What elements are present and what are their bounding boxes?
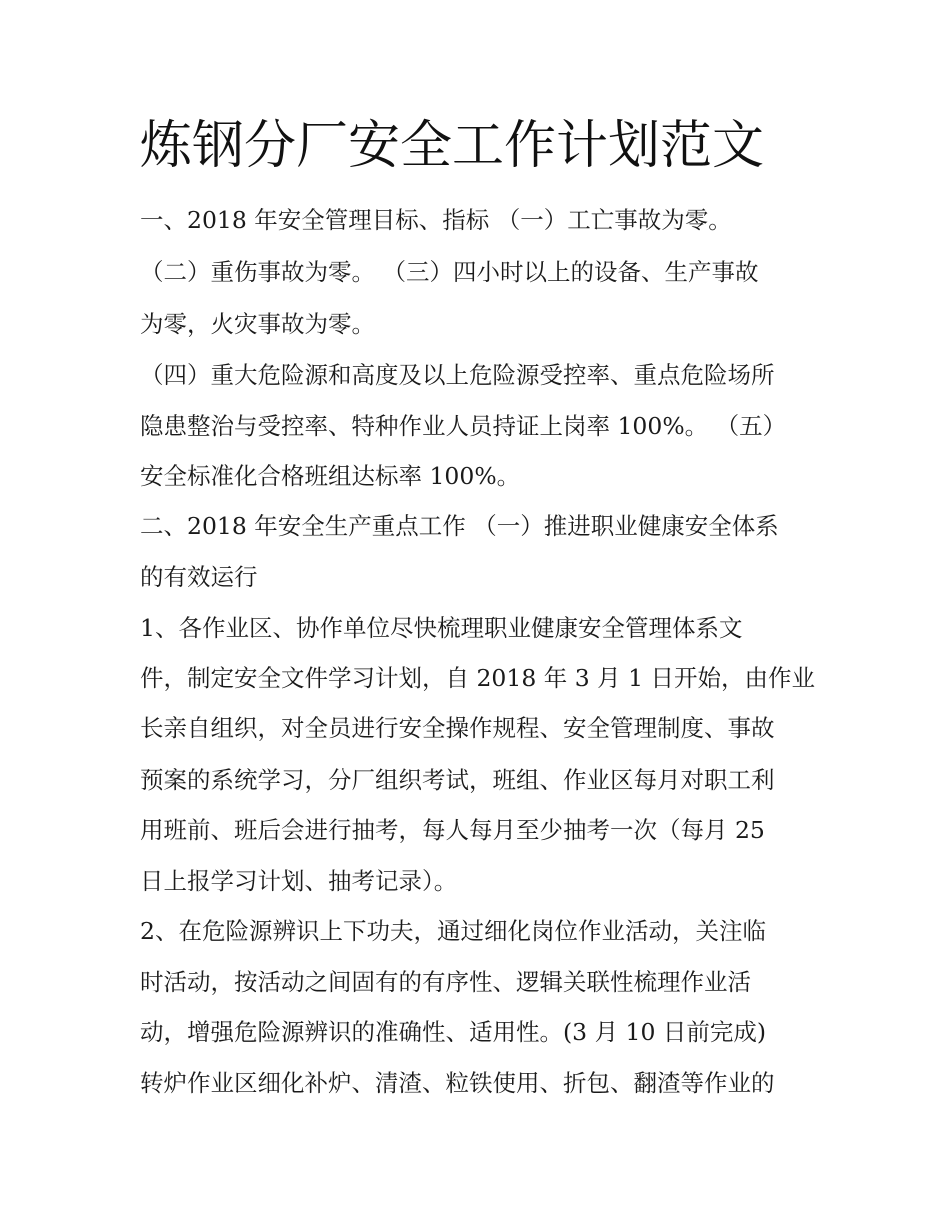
- paragraph-line: 的有效运行: [140, 563, 258, 591]
- paragraph-line: （二）重伤事故为零。 （三）四小时以上的设备、生产事故: [140, 258, 759, 286]
- paragraph-line: （四）重大危险源和高度及以上危险源受控率、重点危险场所: [140, 361, 775, 389]
- paragraph-line: 用班前、班后会进行抽考，每人每月至少抽考一次（每月 25: [140, 816, 765, 844]
- paragraph-line: 时活动，按活动之间固有的有序性、逻辑关联性梳理作业活: [140, 968, 751, 996]
- paragraph-line: 日上报学习计划、抽考记录）。: [140, 867, 458, 895]
- paragraph-line: 为零，火灾事故为零。: [140, 310, 375, 338]
- paragraph-line: 隐患整治与受控率、特种作业人员持证上岗率 100%。 （五）: [140, 412, 787, 440]
- paragraph-line: 件，制定安全文件学习计划，自 2018 年 3 月 1 日开始，由作业: [140, 664, 816, 692]
- paragraph-line: 2、在危险源辨识上下功夫，通过细化岗位作业活动，关注临: [140, 917, 766, 945]
- paragraph-line: 一、2018 年安全管理目标、指标 （一）工亡事故为零。: [140, 206, 732, 234]
- paragraph-line: 动，增强危险源辨识的准确性、适用性。(3 月 10 日前完成): [140, 1018, 767, 1046]
- paragraph-line: 1、各作业区、协作单位尽快梳理职业健康安全管理体系文: [140, 614, 743, 642]
- paragraph-line: 长亲自组织，对全员进行安全操作规程、安全管理制度、事故: [140, 714, 775, 742]
- paragraph-line: 二、2018 年安全生产重点工作 （一）推进职业健康安全体系: [140, 512, 779, 540]
- paragraph-line: 安全标准化合格班组达标率 100%。: [140, 462, 521, 490]
- paragraph-line: 预案的系统学习，分厂组织考试，班组、作业区每月对职工利: [140, 766, 775, 794]
- paragraph-line: 转炉作业区细化补炉、清渣、粒铁使用、折包、翻渣等作业的: [140, 1069, 775, 1097]
- document-title: 炼钢分厂安全工作计划范文: [140, 116, 765, 176]
